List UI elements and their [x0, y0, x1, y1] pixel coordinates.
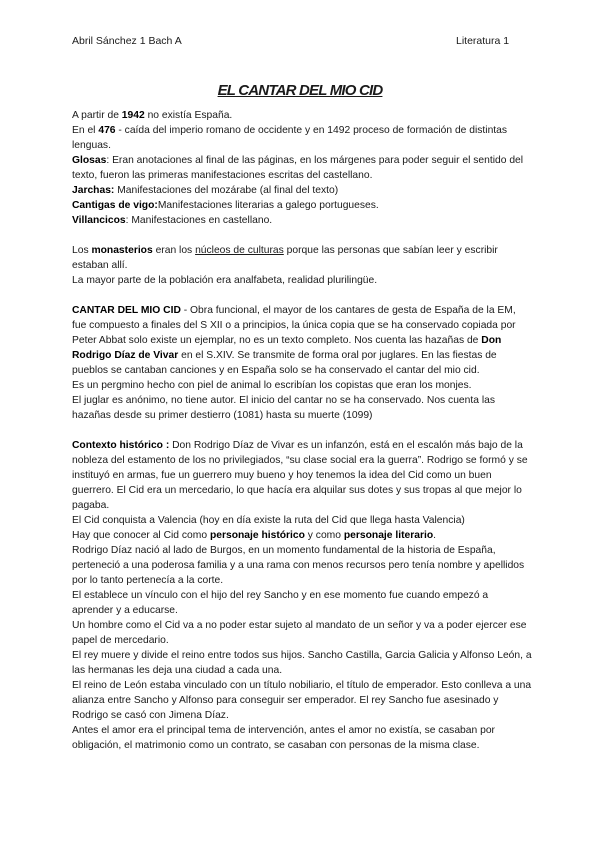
header-course: Literatura 1 [456, 35, 510, 47]
reino-paragraph: El rey muere y divide el reino entre todos sus hijos. Sancho Castilla, Garcia Galicia y Alfonso León, a las hermanas les deja una ciudad a cada una. [72, 650, 532, 676]
intro-476: En el 476 - caída del imperio romano de occidente y en 1492 proceso de formación de distintas lenguas. [72, 125, 508, 151]
personaje-paragraph: Hay que conocer al Cid como personaje histórico y como personaje literario. [72, 530, 437, 541]
contexto-paragraph: Contexto histórico : Don Rodrigo Díaz de Vivar es un infanzón, está en el escalón más bajo de la nobleza del estamento de los no privilegiados, “su clase social era la guerra”. Rodrigo se formó y se instituyó en armas, fue un guerrero muy bueno y hoy tenemos la idea del Cid como un buen guerrero. El Cid era un mercedario, lo que hacía era alquilar sus dotes y sus tropas al que mejor lo pagaba. [72, 440, 528, 511]
document-body [72, 108, 532, 753]
juglar-paragraph: El juglar es anónimo, no tiene autor. El inicio del cantar no se ha conservado. Nos cuenta las hazañas desde su primer destierro (1081) hasta su muerte (1099) [72, 395, 495, 421]
leon-paragraph: El reino de León estaba vinculado con un título nobiliario, el título de emperador. Esto conlleva a una alianza entre Sancho y Alfonso para conseguir ser emperador. El rey Sancho fue asesinado y Rodrigo se casó con Jimena Díaz. [72, 680, 532, 721]
jarchas-definition: Jarchas: Manifestaciones del mozárabe (al final del texto) [72, 185, 339, 196]
analfabeta-paragraph: La mayor parte de la población era analfabeta, realidad plurilingüe. [72, 275, 378, 286]
sancho-paragraph: El establece un vínculo con el hijo del rey Sancho y en ese momento fue cuando empezó a aprender y a educarse. [72, 590, 489, 616]
intro-1942: A partir de 1942 no existía España. [72, 110, 233, 121]
glosas-definition: Glosas: Eran anotaciones al final de las páginas, en los márgenes para poder seguir el sentido del texto, fueron las primeras manifestaciones escritas del castellano. [72, 155, 524, 181]
burgos-paragraph: Rodrigo Díaz nació al lado de Burgos, en un momento fundamental de la historia de España, perteneció a una poderosa familia y a una rama con menos recursos pero tenía nombre y apellidos por lo tanto pertenecía a la corte. [72, 545, 525, 586]
pergamino-paragraph: Es un pergmino hecho con piel de animal lo escribían los copistas que eran los monjes. [72, 380, 472, 391]
valencia-paragraph: El Cid conquista a Valencia (hoy en día existe la ruta del Cid que llega hasta Valencia) [72, 515, 465, 526]
cantigas-definition: Cantigas de vigo:Manifestaciones literarias a galego portugueses. [72, 200, 379, 211]
document-title: EL CANTAR DEL MIO CID [217, 82, 383, 99]
mercedario-paragraph: Un hombre como el Cid va a no poder estar sujeto al mandato de un señor y va a poder ejercer ese papel de mercedario. [72, 620, 527, 646]
cantar-paragraph: CANTAR DEL MIO CID - Obra funcional, el mayor de los cantares de gesta de España de la EM, fue compuesto a finales del S XII o a principios, la única copia que se ha conservado copiada por Peter Abbat solo existe un ejemplar, no es un texto completo. Nos cuenta las hazañas de Don Rodrigo Díaz de Vivar en el S.XIV. Se transmite de forma oral por juglares. En las fiestas de pueblos se cantaban canciones y en España solo se ha conservado el cantar del mio cid. [72, 305, 516, 376]
amor-paragraph: Antes el amor era el principal tema de intervención, antes el amor no existía, se casaban por obligación, el matrimonio como un contrato, se casaban con personas de la misma clase. [72, 725, 495, 751]
header-author: Abril Sánchez 1 Bach A [72, 35, 182, 47]
monasterios-paragraph: Los monasterios eran los núcleos de culturas porque las personas que sabían leer y escribir estaban allí. [72, 245, 498, 271]
villancicos-definition: Villancicos: Manifestaciones en castellano. [72, 215, 273, 226]
